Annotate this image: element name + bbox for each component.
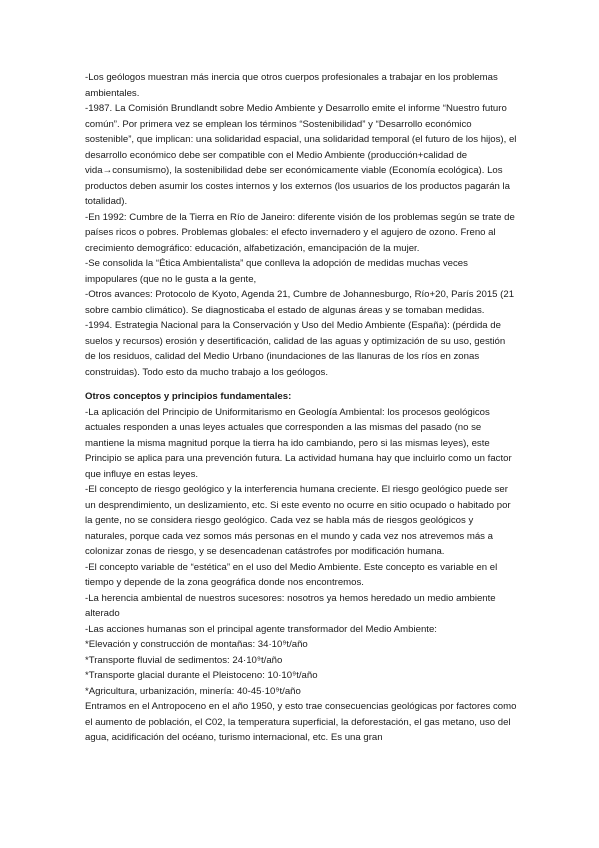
- paragraph-other-advances: -Otros avances: Protocolo de Kyoto, Agenda 21, Cumbre de Johannesburgo, Río+20, París 2015 (21 sobre cambio climático). Se diagnosticaba el estado de algunas áreas y se tomaban medidas.: [85, 289, 515, 316]
- list-item-agriculture: *Agricultura, urbanización, minería: 40-45·10⁹t/año: [85, 685, 301, 697]
- paragraph-aesthetics: -El concepto variable de “estética” en el uso del Medio Ambiente. Este concepto es variable en el tiempo y depende de la zona geográfica donde nos encontremos.: [85, 561, 498, 588]
- list-item-mountains: *Elevación y construcción de montañas: 34·10⁹t/año: [85, 639, 308, 650]
- paragraph-geologists-inertia: -Los geólogos muestran más inercia que otros cuerpos profesionales a trabajar en los problemas ambientales.: [85, 72, 498, 99]
- paragraph-heritage: -La herencia ambiental de nuestros sucesores: nosotros ya hemos heredado un medio ambiente alterado: [85, 592, 496, 619]
- list-item-fluvial: *Transporte fluvial de sedimentos: 24·10⁹t/año: [85, 654, 283, 666]
- paragraph-brundtland-1987: -1987. La Comisión Brundlandt sobre Medio Ambiente y Desarrollo emite el informe “Nuestro futuro común”. Por primera vez se emplean los términos “Sostenibilidad” y “Desarrollo económico sostenible”, que implican: una solidaridad espacial, una solidaridad temporal (el futuro de los hijos), el desarrollo económico debe ser compatible con el Medio Ambiente (producción+calidad de vida→consumismo), la sostenibilidad debe ser económicamente viable (Economía ecológica). Los productos deben asumir los costes internos y los externos (los usuarios de los productos pagarán la totalidad).: [85, 103, 517, 207]
- paragraph-geologic-risk: -El concepto de riesgo geológico y la interferencia humana creciente. El riesgo geológico puede ser un desprendimiento, un deslizamiento, etc. Si este evento no ocurre en sitio ocupado o habitado por la gente, no se considera riesgo geológico. Cada vez se habla más de riesgos geológicos y naturales, porque cada vez somos más personas en el mundo y cada vez nos atrevemos más a colonizar zonas de riesgo, y se desencadenan catástrofes por modificación humana.: [85, 484, 511, 557]
- paragraph-rio-1992: -En 1992: Cumbre de la Tierra en Río de Janeiro: diferente visión de los problemas según se trate de países ricos o pobres. Problemas globales: el efecto invernadero y el agujero de ozono. Freno al crecimiento demográfico: educación, alfabetización, emancipación de la mujer.: [85, 211, 515, 254]
- paragraph-uniformitarianism: -La aplicación del Principio de Uniformitarismo en Geología Ambiental: los procesos geológicos actuales responden a unas leyes actuales que corresponden a las mismas del pasado (no se mantiene la misma magnitud porque la tierra ha ido cambiando, pero si las mismas leyes), este Principio se aplica para una prevención futura. La actividad humana hay que incluirlo como un factor que influye en estas leyes.: [85, 406, 512, 480]
- paragraph-strategy-1994: -1994. Estrategia Nacional para la Conservación y Uso del Medio Ambiente (España): (pérdida de suelos y recursos) erosión y desertificación, calidad de las aguas y optimización de su uso, gestión de los residuos, calidad del Medio Urbano (inundaciones de las llanuras de los ríos en zonas construidas). Todo esto da mucho trabajo a los geólogos.: [85, 320, 506, 378]
- paragraph-human-actions: -Las acciones humanas son el principal agente transformador del Medio Ambiente:: [85, 623, 437, 635]
- paragraph-anthropocene: Entramos en el Antropoceno en el año 1950, y esto trae consecuencias geológicas por factores como el aumento de población, el C02, la temperatura superficial, la deforestación, el gas metano, uso del agua, acidificación del océano, turismo internacional, etc. Es una gran: [85, 701, 517, 743]
- section-heading: Otros conceptos y principios fundamentales:: [85, 391, 292, 402]
- list-item-glacial: *Transporte glacial durante el Pleistoceno: 10·10⁹t/año: [85, 670, 318, 681]
- paragraph-ethics: -Se consolida la “Ética Ambientalista” que conlleva la adopción de medidas muchas veces impopulares (que no le gusta a la gente,: [85, 258, 468, 285]
- document-body: [85, 70, 517, 746]
